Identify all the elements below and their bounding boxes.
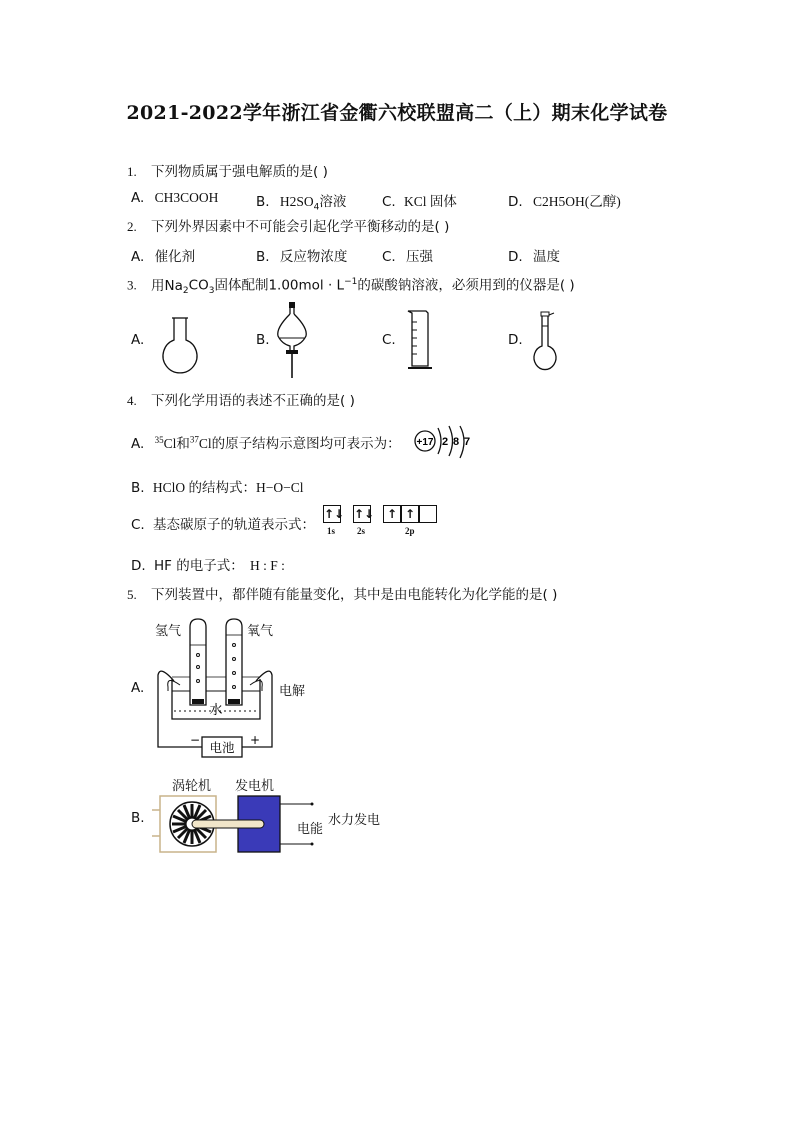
option-a <box>131 245 195 265</box>
question-stem: 下列外界因素中不可能会引起化学平衡移动的是( ) <box>151 219 450 235</box>
question-3 <box>127 273 575 300</box>
page-title: 2021-2022学年浙江省金衢六校联盟高二（上）期末化学试卷 <box>126 102 668 124</box>
battery-label: 电池 <box>209 740 235 755</box>
drive-shaft-icon <box>192 820 264 828</box>
stem-prefix: 用Na <box>151 277 183 294</box>
positive-terminal: + <box>250 733 261 747</box>
option-a-label: A. <box>131 680 145 696</box>
orbital-label-2p: 2p <box>405 526 415 536</box>
option-formula: H2SO <box>279 194 314 209</box>
option-text: 基态碳原子的轨道表示式： <box>153 517 316 533</box>
option-text: 温度 <box>532 249 560 265</box>
option-text: 催化剂 <box>154 249 196 265</box>
electric-energy-label: 电能 <box>297 822 324 837</box>
option-d-label: D. <box>508 332 523 348</box>
nucleus-charge: +17 <box>416 437 434 448</box>
option-label: D. <box>508 194 523 210</box>
question-number: 1. <box>127 164 137 179</box>
option-label: D. <box>508 249 523 265</box>
option-d <box>131 554 285 574</box>
option-label: A. <box>131 436 145 452</box>
option-text: HF 的电子式： <box>153 558 244 574</box>
option-d <box>508 245 560 265</box>
isotope-mass-35: 35 <box>154 434 164 445</box>
option-b <box>256 190 346 213</box>
subscript-2: 2 <box>182 286 189 297</box>
option-text: Cl的原子结构示意图均可表示为： <box>198 436 401 451</box>
orbital-diagram <box>323 505 453 541</box>
orbital-label-1s: 1s <box>327 526 336 536</box>
round-bottom-flask-icon <box>150 316 210 374</box>
option-a-label: A. <box>131 332 145 348</box>
orbital-2p-3 <box>419 505 437 523</box>
option-text: 溶液 <box>319 194 347 210</box>
option-text: 压强 <box>406 249 434 265</box>
option-subscript: 4 <box>313 202 320 213</box>
separatory-funnel-icon <box>272 300 312 380</box>
option-label: B. <box>131 480 145 496</box>
question-number: 2. <box>127 219 137 234</box>
orbital-1s: ↑↓ <box>324 507 345 521</box>
shell-electrons-1: 2 <box>442 436 449 448</box>
subscript-3: 3 <box>208 286 215 297</box>
turbine-label: 涡轮机 <box>172 779 212 794</box>
option-label: B. <box>256 194 270 210</box>
option-c <box>382 245 433 265</box>
question-number: 5. <box>127 587 137 602</box>
option-text: Cl和 <box>163 436 190 451</box>
option-d <box>508 190 621 210</box>
option-text: HClO 的结构式：H−O−Cl <box>152 480 304 495</box>
stem-concentration: 固体配制1.00mol · L <box>214 277 345 294</box>
oxygen-label: 氧气 <box>247 624 274 639</box>
question-4 <box>127 392 355 410</box>
question-1 <box>127 163 328 181</box>
shell-electrons-2: 8 <box>453 436 460 448</box>
orbital-label-2s: 2s <box>357 526 366 536</box>
electrolysis-apparatus <box>150 615 280 763</box>
graduated-cylinder-icon <box>402 308 438 372</box>
question-number: 3. <box>127 277 137 293</box>
hydropower-caption: 水力发电 <box>328 813 381 828</box>
option-c-label: C. <box>382 332 396 348</box>
question-stem: 下列装置中，都伴随有能量变化，其中是由电能转化为化学能的是( ) <box>151 587 558 603</box>
electron-formula: H : F : <box>250 558 285 573</box>
superscript-minus-1: −1 <box>344 277 358 287</box>
orbital-2p-1: ↑ <box>383 505 401 523</box>
option-label: A. <box>131 249 145 265</box>
option-b-label: B. <box>131 810 145 826</box>
option-label: B. <box>256 249 270 265</box>
stem-formula: CO <box>188 277 209 294</box>
negative-terminal: − <box>190 733 201 747</box>
stem-suffix: 的碳酸钠溶液，必须用到的仪器是( ) <box>357 277 575 294</box>
shell-electrons-3: 7 <box>464 436 471 448</box>
option-label: C. <box>382 249 396 265</box>
question-stem: 下列化学用语的表述不正确的是( ) <box>151 393 355 409</box>
option-label: D. <box>131 558 146 574</box>
option-a <box>131 432 401 452</box>
option-b-label: B. <box>256 332 270 348</box>
option-a <box>131 190 218 206</box>
hydrogen-label: 氢气 <box>155 624 182 639</box>
isotope-mass-37: 37 <box>189 434 199 445</box>
option-label: C. <box>131 517 145 533</box>
atom-structure-diagram <box>412 424 476 464</box>
hydropower-apparatus <box>150 792 330 862</box>
option-c <box>131 513 315 533</box>
option-b <box>131 476 303 496</box>
electrolysis-caption: 电解 <box>279 684 306 699</box>
orbital-2p-2: ↑ <box>401 505 419 523</box>
option-b <box>256 245 347 265</box>
orbital-2s: ↑↓ <box>354 507 375 521</box>
option-c <box>382 190 457 210</box>
question-stem: 下列物质属于强电解质的是( ) <box>151 164 328 180</box>
option-text: CH3COOH <box>154 190 219 205</box>
volumetric-flask-icon <box>528 310 568 372</box>
water-label: 水 <box>209 703 223 718</box>
question-2 <box>127 218 449 236</box>
option-text: 反应物浓度 <box>279 249 348 265</box>
option-text: C2H5OH(乙醇) <box>532 194 621 209</box>
generator-label: 发电机 <box>235 779 275 794</box>
option-label: C. <box>382 194 396 210</box>
option-text: KCl 固体 <box>404 194 457 209</box>
option-label: A. <box>131 190 145 206</box>
question-5 <box>127 586 557 604</box>
question-number: 4. <box>127 393 137 408</box>
